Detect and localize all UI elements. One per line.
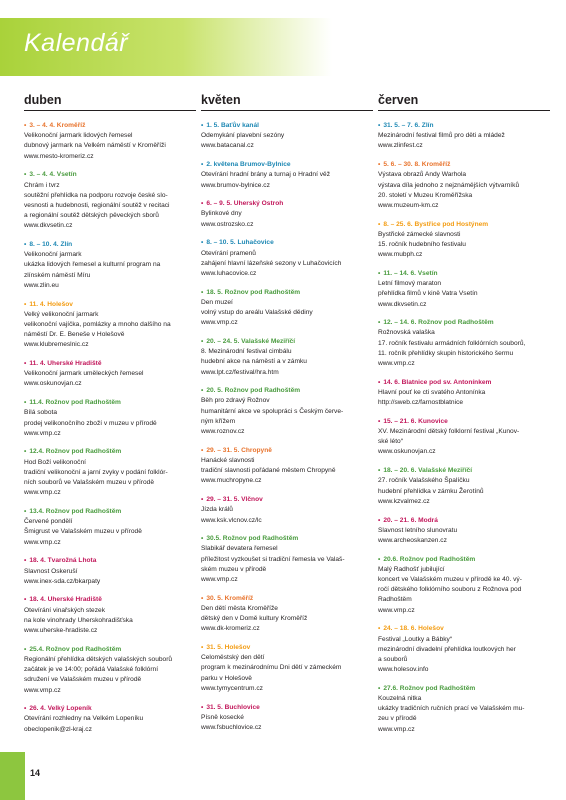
bullet-icon: • xyxy=(201,161,204,169)
event-heading-text: 18. 4. Uherské Hradiště xyxy=(29,596,102,604)
event-date-place xyxy=(24,240,196,250)
event-description: Bylinkové dny xyxy=(201,210,242,218)
event-date-place xyxy=(201,534,373,544)
bullet-icon: • xyxy=(378,269,381,277)
event-item xyxy=(24,507,196,548)
event-link[interactable]: www.dk-kromeriz.cz xyxy=(201,625,260,633)
event-description: Slabikář devatera řemesel příležitost vyzkoušet si tradiční řemesla ve Valaš- ském muzeu v přírodě xyxy=(201,545,345,573)
page-number: 14 xyxy=(30,768,41,778)
event-date-place xyxy=(201,121,373,131)
event-date-place xyxy=(201,288,373,298)
event-link[interactable]: www.vmp.cz xyxy=(24,429,61,437)
event-item xyxy=(24,595,196,636)
bullet-icon: • xyxy=(378,161,381,169)
column-april xyxy=(24,93,196,743)
event-item xyxy=(378,220,550,261)
event-description: Rožnovská valaška 17. ročník festivalu armádních folklórních souborů, 11. ročník přehlídky skupin historického šermu xyxy=(378,329,526,357)
event-link[interactable]: www.vmp.cz xyxy=(24,538,61,546)
event-heading-text: 30. 5. Kroměříž xyxy=(206,594,254,602)
event-date-place xyxy=(378,684,550,694)
event-description: Otevírání hradní brány a turnaj o Hradní věž xyxy=(201,171,331,179)
event-link[interactable]: www.vmp.cz xyxy=(378,360,415,368)
event-link[interactable]: www.uherske-hradiste.cz xyxy=(24,627,98,635)
event-description: Velikonoční jarmark ukázka lidových řemesel a kulturní program na zlínském náměstí Míru xyxy=(24,251,161,279)
bullet-icon: • xyxy=(24,508,27,515)
bullet-icon: • xyxy=(24,171,27,179)
event-description: Hod Boží velikonoční tradiční velikonoční a jarní zvyky v podání folklór- ních souborů ve Valašském muzeu v přírodě xyxy=(24,458,168,487)
event-description: Hlavní pouť ke cti svatého Antonínka xyxy=(378,388,486,396)
event-description: Slavnost letního slunovratu xyxy=(378,526,458,534)
event-link[interactable]: www.ksk.vlcnov.cz/lc xyxy=(201,516,262,524)
event-heading-text: 1. 5. Baťův kanál xyxy=(206,122,259,129)
event-date-place xyxy=(378,466,550,476)
event-item xyxy=(378,318,550,369)
event-link[interactable]: www.vmp.cz xyxy=(24,686,61,694)
event-description: Písně kosecké xyxy=(201,713,244,721)
bullet-icon: • xyxy=(201,446,204,454)
event-item xyxy=(201,703,373,734)
bullet-icon: • xyxy=(24,122,27,129)
event-link[interactable]: www.oskunovjan.cz xyxy=(378,448,436,456)
event-date-place xyxy=(378,160,550,170)
event-link[interactable]: www.lpt.cz/festival/hra.htm xyxy=(201,368,279,376)
event-date-place xyxy=(201,594,373,604)
event-heading-text: 31. 5. Holešov xyxy=(206,644,251,652)
event-description: Bystřické zámecké slavnosti 15. ročník hudebního festivalu xyxy=(378,230,466,249)
bullet-icon: • xyxy=(24,448,27,456)
column-june xyxy=(378,93,550,743)
event-link[interactable]: www.luhacovice.cz xyxy=(201,269,257,277)
event-heading-text: 14. 6. Blatnice pod sv. Antonínkem xyxy=(383,378,492,386)
bullet-icon: • xyxy=(201,644,204,652)
bullet-icon: • xyxy=(378,220,381,228)
event-heading-text: 8. – 10. 4. Zlín xyxy=(29,241,73,249)
column-heading: květen xyxy=(201,93,373,111)
event-heading-text: 3. – 4. 4. Kroměříž xyxy=(29,122,86,129)
event-heading-text: 25.4. Rožnov pod Radhoštěm xyxy=(29,645,122,653)
event-date-place xyxy=(201,160,373,170)
event-heading-text: 11. 4. Holešov xyxy=(29,300,73,308)
event-date-place xyxy=(201,703,373,713)
event-date-place xyxy=(378,220,550,230)
event-heading-text: 11. 4. Uherské Hradiště xyxy=(29,360,102,368)
bullet-icon: • xyxy=(24,596,27,604)
event-date-place xyxy=(24,507,196,517)
event-item xyxy=(24,300,196,351)
event-item xyxy=(201,534,373,585)
event-item xyxy=(201,495,373,526)
bullet-icon: • xyxy=(24,360,27,368)
event-description: 27. ročník Valašského Špalíčku hudební přehlídka v zámku Žerotínů xyxy=(378,477,484,495)
event-link[interactable]: www.dkvsetin.cz xyxy=(24,222,73,230)
bullet-icon: • xyxy=(201,496,204,504)
event-heading-text: 2. květena Brumov-Bylnice xyxy=(206,161,291,169)
bullet-icon: • xyxy=(201,122,204,129)
event-heading-text: 13.4. Rožnov pod Radhoštěm xyxy=(29,508,122,515)
event-item xyxy=(24,398,196,439)
event-link[interactable]: www.archeoskanzen.cz xyxy=(378,536,447,544)
event-description: Kouzelná nitka ukázky tradičních ručních prací ve Valašském mu- zeu v přírodě xyxy=(378,695,525,723)
event-description: Malý Radhošť jubilující koncert ve Valašském muzeu v přírodě ke 40. vý- ročí dětského folklórního souboru z Rožnova pod Radhoštěm xyxy=(378,565,522,604)
event-link[interactable]: www.mesto-kromeriz.cz xyxy=(24,152,94,160)
event-date-place xyxy=(378,269,550,279)
event-heading-text: 29. – 31. 5. Chropyně xyxy=(206,446,272,454)
event-heading-text: 5. 6. – 30. 8. Kroměříž xyxy=(383,161,451,169)
event-item xyxy=(378,269,550,310)
event-item xyxy=(201,594,373,635)
event-link[interactable]: obeclopenik@zl-kraj.cz xyxy=(24,725,92,733)
event-heading-text: 20. 5. Rožnov pod Radhoštěm xyxy=(206,387,301,395)
event-date-place xyxy=(24,170,196,180)
event-date-place xyxy=(378,121,550,131)
event-link[interactable]: www.vmp.cz xyxy=(378,725,415,733)
event-description: Den dětí města Kroměříže dětský den v Domě kultury Kroměříž xyxy=(201,604,308,623)
event-link[interactable]: www.vmp.cz xyxy=(378,606,415,614)
event-date-place xyxy=(378,624,550,634)
event-heading-text: 18. – 20. 6. Valašské Meziříčí xyxy=(383,467,473,475)
bullet-icon: • xyxy=(201,387,204,395)
event-item xyxy=(201,337,373,378)
event-link[interactable]: www.inex-sda.cz/bkarpaty xyxy=(24,577,101,585)
event-description: Jízda králů xyxy=(201,506,233,514)
event-description: Celoměstský den dětí program k mezinárodnímu Dni dětí v zámeckém parku v Holešově xyxy=(201,654,342,682)
event-item xyxy=(378,417,550,458)
event-date-place xyxy=(24,704,196,714)
event-date-place xyxy=(201,495,373,505)
event-item xyxy=(201,386,373,437)
event-item xyxy=(378,378,550,409)
bullet-icon: • xyxy=(201,703,204,711)
event-date-place xyxy=(24,121,196,131)
event-item xyxy=(24,556,196,587)
event-item xyxy=(201,643,373,694)
bullet-icon: • xyxy=(201,594,204,602)
event-heading-text: 11.4. Rožnov pod Radhoštěm xyxy=(29,399,121,407)
event-date-place xyxy=(201,238,373,248)
event-heading-text: 18. 5. Rožnov pod Radhoštěm xyxy=(206,288,301,296)
event-item xyxy=(201,121,373,152)
event-heading-text: 12. – 14. 6. Rožnov pod Radhoštěm xyxy=(383,319,494,327)
event-list xyxy=(24,121,196,735)
event-description: Otevírání pramenů zahájení hlavní lázeňské sezony v Luhačovicích xyxy=(201,249,342,267)
event-description: Červené pondělí Šmigrust ve Valašském muzeu v přírodě xyxy=(24,518,142,536)
event-item xyxy=(24,240,196,291)
event-heading-text: 15. – 21. 6. Kunovice xyxy=(383,417,448,425)
event-date-place xyxy=(24,645,196,655)
page-title: Kalendář xyxy=(24,29,129,57)
event-description: Odemykání plavební sezóny xyxy=(201,132,285,140)
event-description: Velikonoční jarmark uměleckých řemesel xyxy=(24,370,144,378)
event-description: Festival „Loutky a Bábky“ mezinárodní divadelní přehlídka loutkových her a souborů xyxy=(378,635,516,663)
bullet-icon: • xyxy=(378,555,381,563)
bullet-icon: • xyxy=(378,684,381,692)
column-may xyxy=(201,93,373,742)
event-link[interactable]: www.holesov.info xyxy=(378,666,429,674)
event-link[interactable]: http://sweb.cz/farnostblatnice xyxy=(378,399,464,407)
bullet-icon: • xyxy=(24,300,27,308)
event-link[interactable]: www.muchropyne.cz xyxy=(201,477,262,485)
event-link[interactable]: www.roznov.cz xyxy=(201,428,245,436)
event-description: Slavnost Oskeruší xyxy=(24,567,78,575)
event-heading-text: 20.6. Rožnov pod Radhoštěm xyxy=(383,555,476,563)
bullet-icon: • xyxy=(24,399,27,407)
event-link[interactable]: www.brumov-bylnice.cz xyxy=(201,181,270,189)
event-date-place xyxy=(24,595,196,605)
event-link[interactable]: www.vmp.cz xyxy=(201,576,238,584)
event-link[interactable]: www.oskunovjan.cz xyxy=(24,380,82,388)
event-heading-text: 12.4. Rožnov pod Radhoštěm xyxy=(29,448,122,456)
event-link[interactable]: www.tymycentrum.cz xyxy=(201,684,263,692)
event-date-place xyxy=(24,359,196,369)
event-item xyxy=(378,516,550,547)
event-description: Velký velikonoční jarmark velikonoční vajíčka, pomlázky a mnoho dalšího na náměstí Dr. E. Beneše v Holešově xyxy=(24,310,171,339)
event-date-place xyxy=(24,300,196,310)
event-description: XV. Mezinárodní dětský folklorní festival „Kunov- ské léto“ xyxy=(378,428,520,446)
event-date-place xyxy=(201,643,373,653)
event-item xyxy=(378,160,550,211)
column-heading: červen xyxy=(378,93,550,111)
event-description: Velikonoční jarmark lidových řemesel dubnový jarmark na Velkém náměstí v Kroměříži xyxy=(24,132,166,150)
bullet-icon: • xyxy=(24,705,27,713)
event-item xyxy=(24,170,196,231)
event-description: Běh pro zdravý Rožnov humanitární akce ve spolupráci s Českým červe- ným křížem xyxy=(201,397,344,425)
event-date-place xyxy=(24,556,196,566)
event-item xyxy=(24,359,196,390)
event-heading-text: 20. – 21. 6. Modrá xyxy=(383,516,438,524)
bullet-icon: • xyxy=(24,557,27,565)
event-item xyxy=(378,121,550,152)
bullet-icon: • xyxy=(378,122,381,129)
event-item xyxy=(24,704,196,735)
event-item xyxy=(201,160,373,191)
event-heading-text: 18. 4. Tvarožná Lhota xyxy=(29,557,97,565)
event-link[interactable]: www.muzeum-km.cz xyxy=(378,201,439,209)
event-date-place xyxy=(378,516,550,526)
event-item xyxy=(378,466,550,507)
event-link[interactable]: www.zlinfest.cz xyxy=(378,142,423,150)
event-item xyxy=(378,555,550,616)
event-link[interactable]: www.batacanal.cz xyxy=(201,142,254,150)
event-link[interactable]: www.klubremeslnic.cz xyxy=(24,341,89,349)
event-date-place xyxy=(24,398,196,408)
event-description: Hanácké slavnosti tradiční slavnosti pořádané městem Chropyně xyxy=(201,456,336,475)
event-item xyxy=(201,288,373,329)
event-item xyxy=(201,199,373,230)
event-item xyxy=(201,238,373,279)
bullet-icon: • xyxy=(201,200,204,208)
bullet-icon: • xyxy=(201,337,204,345)
bullet-icon: • xyxy=(201,535,204,543)
bullet-icon: • xyxy=(378,516,381,524)
event-list xyxy=(378,121,550,735)
event-link[interactable]: www.fsbuchlovice.cz xyxy=(201,723,262,731)
event-item xyxy=(24,121,196,162)
event-item xyxy=(24,645,196,696)
event-item xyxy=(378,624,550,675)
event-date-place xyxy=(201,386,373,396)
event-heading-text: 29. – 31. 5. Vlčnov xyxy=(206,496,263,504)
event-heading-text: 26. 4. Velký Lopeník xyxy=(29,705,92,713)
event-description: Regionální přehlídka dětských valašských souborů začátek je ve 14:00; pořádá Valašské folklórní sdružení ve Valašském muzeu v přírodě xyxy=(24,655,173,684)
event-item xyxy=(201,446,373,487)
event-description: Mezinárodní festival filmů pro děti a mládež xyxy=(378,132,505,140)
event-link[interactable]: www.vmp.cz xyxy=(24,489,61,497)
column-heading: duben xyxy=(24,93,196,111)
event-date-place xyxy=(378,378,550,388)
event-description: Výstava obrazů Andy Warhola výstava díla jednoho z nejznámějších výtvarníků 20. století v Muzeu Kroměřížska xyxy=(378,171,520,199)
event-date-place xyxy=(378,555,550,565)
event-date-place xyxy=(378,417,550,427)
event-description: Letní filmový maraton přehlídka filmů v kině Vatra Vsetín xyxy=(378,280,478,298)
event-heading-text: 6. – 9. 5. Uherský Ostroh xyxy=(206,200,284,208)
event-heading-text: 31. 5. Buchlovice xyxy=(206,703,260,711)
event-date-place xyxy=(201,337,373,347)
event-description: 8. Mezinárodní festival cimbálu hudební akce na náměstí a v zámku xyxy=(201,348,307,366)
event-description: Chrám i tvrz soutěžní přehlídka na podporu rozvoje české slo- vesnosti a hudebnosti, regionální soutěž v recitaci a regionální soutěž dětských pěveckých sborů xyxy=(24,181,170,220)
event-link[interactable]: www.zlin.eu xyxy=(24,281,59,289)
event-heading-text: 8. – 10. 5. Luhačovice xyxy=(206,239,274,247)
event-date-place xyxy=(378,318,550,328)
event-heading-text: 8. – 25. 6. Bystřice pod Hostýnem xyxy=(383,220,489,228)
event-heading-text: 20. – 24. 5. Valašské Meziříčí xyxy=(206,337,296,345)
event-link[interactable]: www.vmp.cz xyxy=(201,319,238,327)
event-item xyxy=(378,684,550,735)
bullet-icon: • xyxy=(24,241,27,249)
bullet-icon: • xyxy=(378,467,381,475)
bullet-icon: • xyxy=(24,645,27,653)
bullet-icon: • xyxy=(378,417,381,425)
event-description: Otevírání rozhledny na Velkém Lopeníku xyxy=(24,715,144,723)
event-link[interactable]: www.mubph.cz xyxy=(378,251,423,259)
event-date-place xyxy=(24,447,196,457)
bullet-icon: • xyxy=(378,378,381,386)
event-date-place xyxy=(201,446,373,456)
event-description: Otevírání vinařských stezek na kole vinohrady Uherskohradišťska xyxy=(24,606,133,624)
bullet-icon: • xyxy=(378,625,381,633)
event-heading-text: 3. – 4. 4. Vsetín xyxy=(29,171,77,179)
bullet-icon: • xyxy=(201,288,204,296)
event-link[interactable]: www.kzvalmez.cz xyxy=(378,497,430,505)
bullet-icon: • xyxy=(378,319,381,327)
event-list xyxy=(201,121,373,733)
event-date-place xyxy=(201,199,373,209)
event-link[interactable]: www.dkvsetin.cz xyxy=(378,300,427,308)
event-description: Bílá sobota prodej velikonočního zboží v muzeu v přírodě xyxy=(24,409,157,427)
event-heading-text: 31. 5. – 7. 6. Zlín xyxy=(383,122,434,129)
event-heading-text: 11. – 14. 6. Vsetín xyxy=(383,269,438,277)
footer-accent-bar xyxy=(0,752,25,800)
bullet-icon: • xyxy=(201,239,204,247)
event-link[interactable]: www.ostrozsko.cz xyxy=(201,220,254,228)
event-heading-text: 27.6. Rožnov pod Radhoštěm xyxy=(383,684,476,692)
event-description: Den muzeí volný vstup do areálu Valašské dědiny xyxy=(201,298,313,317)
event-heading-text: 24. – 18. 6. Holešov xyxy=(383,625,444,633)
event-heading-text: 30.5. Rožnov pod Radhoštěm xyxy=(206,535,299,543)
event-item xyxy=(24,447,196,498)
